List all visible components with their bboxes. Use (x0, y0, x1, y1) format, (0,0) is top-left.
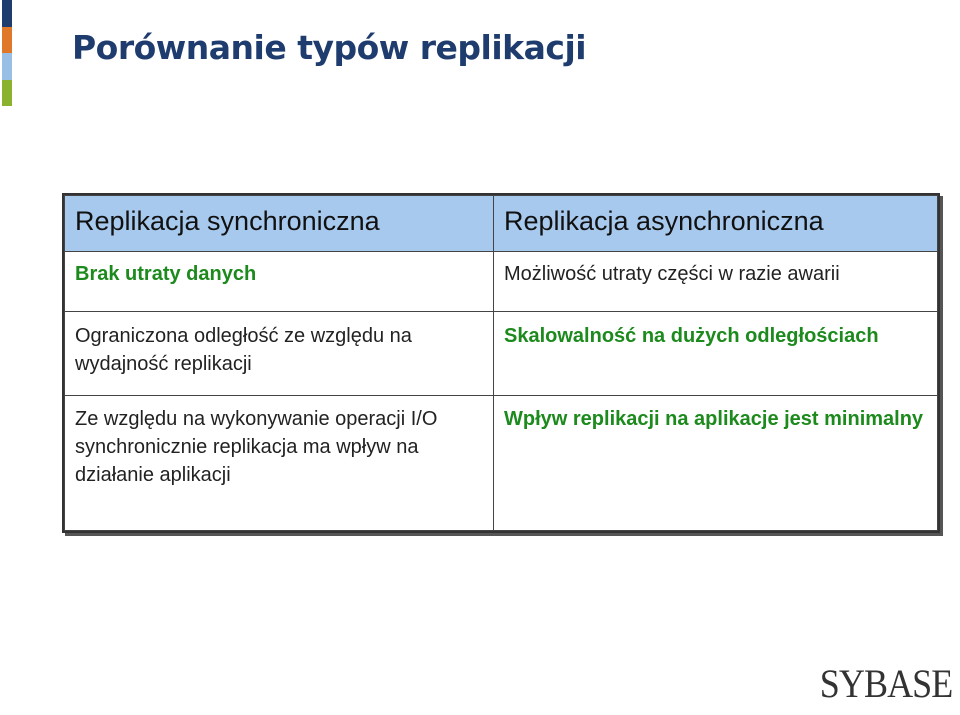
header-synchronous: Replikacja synchroniczna (65, 196, 494, 252)
cell-async-scalability: Skalowalność na dużych odległościach (494, 312, 938, 396)
header-asynchronous: Replikacja asynchroniczna (494, 196, 938, 252)
table-header-row (65, 196, 938, 252)
accent-bar (2, 0, 12, 106)
table-row (65, 396, 938, 531)
accent-stripe-orange (2, 27, 12, 54)
accent-stripe-blue (2, 0, 12, 27)
cell-async-possible-data-loss: Możliwość utraty części w razie awarii (494, 252, 938, 312)
page-title: Porównanie typów replikacji (72, 28, 587, 67)
table-row (65, 312, 938, 396)
cell-sync-app-impact: Ze względu na wykonywanie operacji I/O synchronicznie replikacja ma wpływ na działanie aplikacji (65, 396, 494, 531)
accent-stripe-green (2, 80, 12, 107)
sybase-logo: SYBASE (819, 661, 952, 706)
comparison-table (62, 193, 940, 533)
cell-async-minimal-impact: Wpływ replikacji na aplikacje jest minimalny (494, 396, 938, 531)
cell-sync-limited-distance: Ograniczona odległość ze względu na wydajność replikacji (65, 312, 494, 396)
table-row (65, 252, 938, 312)
accent-stripe-light-blue (2, 53, 12, 80)
cell-sync-no-data-loss: Brak utraty danych (65, 252, 494, 312)
